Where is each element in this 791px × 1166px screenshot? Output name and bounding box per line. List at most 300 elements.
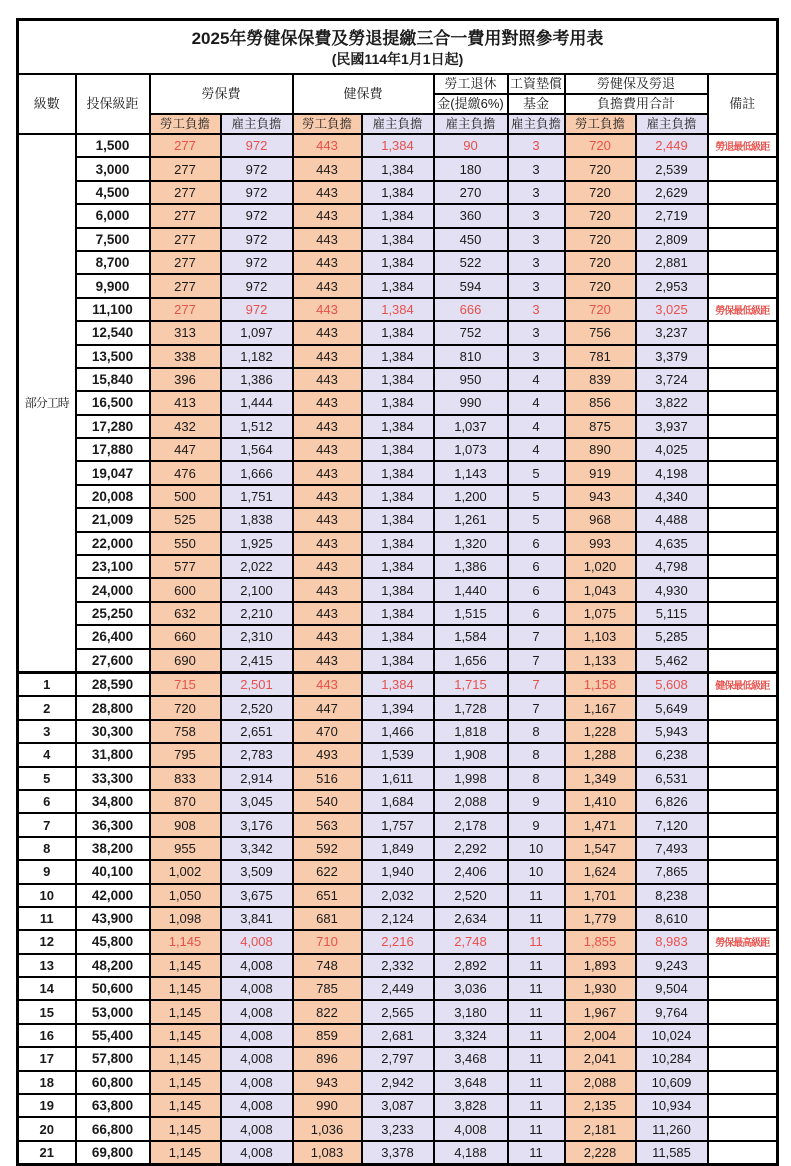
employee-share-cell: 720 — [565, 134, 636, 157]
employer-share-cell: 1,384 — [362, 181, 434, 204]
table-row — [18, 1000, 778, 1023]
employee-share-cell: 720 — [150, 696, 221, 719]
remark-cell — [708, 157, 778, 180]
table-row — [18, 578, 778, 601]
employee-share-cell: 859 — [293, 1024, 362, 1047]
remark-cell: 勞保最低級距 — [708, 298, 778, 321]
remark-cell — [708, 907, 778, 930]
employer-share-cell: 5,285 — [636, 625, 708, 648]
insured-bracket-cell: 11,100 — [76, 298, 150, 321]
employer-share-cell: 3,087 — [362, 1094, 434, 1117]
employer-share-cell: 11 — [508, 954, 565, 977]
table-row — [18, 274, 778, 297]
remark-cell — [708, 1094, 778, 1117]
remark-cell — [708, 508, 778, 531]
table-row — [18, 672, 778, 696]
col-header-pension-line2: 金(提繳6%) — [434, 94, 508, 114]
employee-share-cell: 443 — [293, 181, 362, 204]
employer-share-cell: 3,509 — [221, 860, 293, 883]
employer-share-cell: 3,828 — [434, 1094, 508, 1117]
employee-share-cell: 795 — [150, 743, 221, 766]
employee-share-cell: 443 — [293, 391, 362, 414]
employer-share-cell: 1,386 — [221, 368, 293, 391]
insured-bracket-cell: 69,800 — [76, 1141, 150, 1165]
employee-share-cell: 277 — [150, 274, 221, 297]
employer-share-cell: 4,025 — [636, 438, 708, 461]
insured-bracket-cell: 21,009 — [76, 508, 150, 531]
employee-share-cell: 443 — [293, 438, 362, 461]
employer-share-cell: 3 — [508, 204, 565, 227]
col-header-pension-line1: 勞工退休 — [434, 74, 508, 94]
remark-cell — [708, 251, 778, 274]
employee-share-cell: 443 — [293, 157, 362, 180]
col-header-wage-fund-line2: 基金 — [508, 94, 565, 114]
employer-share-cell: 11,260 — [636, 1117, 708, 1140]
remark-cell — [708, 321, 778, 344]
level-cell: 18 — [18, 1071, 76, 1094]
employer-share-cell: 5,115 — [636, 602, 708, 625]
employer-share-cell: 1,261 — [434, 508, 508, 531]
employer-share-cell: 4,008 — [221, 1000, 293, 1023]
insured-bracket-cell: 63,800 — [76, 1094, 150, 1117]
employer-share-cell: 3 — [508, 298, 565, 321]
insured-bracket-cell: 9,900 — [76, 274, 150, 297]
employee-share-cell: 443 — [293, 134, 362, 157]
level-cell: 7 — [18, 813, 76, 836]
remark-cell — [708, 391, 778, 414]
insured-bracket-cell: 36,300 — [76, 813, 150, 836]
insured-bracket-cell: 53,000 — [76, 1000, 150, 1023]
employer-share-cell: 3,324 — [434, 1024, 508, 1047]
employer-share-cell: 972 — [221, 251, 293, 274]
remark-cell — [708, 954, 778, 977]
insured-bracket-cell: 22,000 — [76, 532, 150, 555]
employer-share-cell: 1,757 — [362, 813, 434, 836]
employer-share-cell: 4,198 — [636, 461, 708, 484]
employer-share-cell: 2,634 — [434, 907, 508, 930]
employee-share-cell: 277 — [150, 251, 221, 274]
subheader-labor-employee: 勞工負擔 — [150, 114, 221, 134]
employer-share-cell: 3,468 — [434, 1047, 508, 1070]
employee-share-cell: 943 — [293, 1071, 362, 1094]
table-row — [18, 134, 778, 157]
level-cell: 9 — [18, 860, 76, 883]
insured-bracket-cell: 4,500 — [76, 181, 150, 204]
employee-share-cell: 1,145 — [150, 1094, 221, 1117]
table-row — [18, 1117, 778, 1140]
employer-share-cell: 3,724 — [636, 368, 708, 391]
employee-share-cell: 443 — [293, 578, 362, 601]
table-row — [18, 907, 778, 930]
remark-cell — [708, 461, 778, 484]
employee-share-cell: 313 — [150, 321, 221, 344]
employer-share-cell: 3,176 — [221, 813, 293, 836]
employer-share-cell: 1,384 — [362, 274, 434, 297]
employer-share-cell: 7 — [508, 672, 565, 696]
employee-share-cell: 720 — [565, 274, 636, 297]
employer-share-cell: 3 — [508, 157, 565, 180]
insured-bracket-cell: 3,000 — [76, 157, 150, 180]
table-row — [18, 368, 778, 391]
employee-share-cell: 2,004 — [565, 1024, 636, 1047]
employer-share-cell: 5 — [508, 485, 565, 508]
employer-share-cell: 8,983 — [636, 930, 708, 953]
employee-share-cell: 443 — [293, 228, 362, 251]
employee-share-cell: 443 — [293, 672, 362, 696]
table-title-block — [18, 20, 778, 75]
employer-share-cell: 7 — [508, 649, 565, 673]
employer-share-cell: 1,384 — [362, 485, 434, 508]
employee-share-cell: 470 — [293, 720, 362, 743]
employee-share-cell: 720 — [565, 181, 636, 204]
remark-cell — [708, 274, 778, 297]
employer-share-cell: 1,715 — [434, 672, 508, 696]
insured-bracket-cell: 25,250 — [76, 602, 150, 625]
employer-share-cell: 1,386 — [434, 555, 508, 578]
employer-share-cell: 4,008 — [221, 954, 293, 977]
employer-share-cell: 1,384 — [362, 415, 434, 438]
table-row — [18, 767, 778, 790]
employee-share-cell: 500 — [150, 485, 221, 508]
employer-share-cell: 2,629 — [636, 181, 708, 204]
insured-bracket-cell: 16,500 — [76, 391, 150, 414]
employer-share-cell: 1,384 — [362, 461, 434, 484]
table-row — [18, 977, 778, 1000]
employee-share-cell: 1,471 — [565, 813, 636, 836]
employer-share-cell: 1,200 — [434, 485, 508, 508]
employee-share-cell: 1,002 — [150, 860, 221, 883]
employee-share-cell: 396 — [150, 368, 221, 391]
employer-share-cell: 4,008 — [434, 1117, 508, 1140]
employer-share-cell: 11 — [508, 1024, 565, 1047]
remark-cell — [708, 977, 778, 1000]
employer-share-cell: 4,008 — [221, 930, 293, 953]
employee-share-cell: 1,043 — [565, 578, 636, 601]
table-row — [18, 508, 778, 531]
employer-share-cell: 2,681 — [362, 1024, 434, 1047]
subheader-total-employee: 勞工負擔 — [565, 114, 636, 134]
employer-share-cell: 594 — [434, 274, 508, 297]
remark-cell — [708, 790, 778, 813]
employer-share-cell: 1,384 — [362, 251, 434, 274]
employer-share-cell: 1,849 — [362, 837, 434, 860]
employer-share-cell: 5,462 — [636, 649, 708, 673]
employee-share-cell: 1,145 — [150, 1000, 221, 1023]
employer-share-cell: 11,585 — [636, 1141, 708, 1165]
employer-share-cell: 3 — [508, 181, 565, 204]
employer-share-cell: 1,384 — [362, 578, 434, 601]
employee-share-cell: 1,103 — [565, 625, 636, 648]
employer-share-cell: 2,539 — [636, 157, 708, 180]
remark-cell — [708, 720, 778, 743]
employer-share-cell: 1,838 — [221, 508, 293, 531]
level-cell: 16 — [18, 1024, 76, 1047]
employer-share-cell: 8,610 — [636, 907, 708, 930]
employer-share-cell: 6 — [508, 555, 565, 578]
table-row — [18, 1094, 778, 1117]
employer-share-cell: 1,728 — [434, 696, 508, 719]
employee-share-cell: 622 — [293, 860, 362, 883]
remark-cell — [708, 415, 778, 438]
employee-share-cell: 1,075 — [565, 602, 636, 625]
table-row — [18, 743, 778, 766]
employer-share-cell: 1,666 — [221, 461, 293, 484]
employer-share-cell: 9,504 — [636, 977, 708, 1000]
table-row — [18, 391, 778, 414]
remark-cell — [708, 555, 778, 578]
employee-share-cell: 413 — [150, 391, 221, 414]
employer-share-cell: 1,611 — [362, 767, 434, 790]
table-row — [18, 649, 778, 673]
employer-share-cell: 1,584 — [434, 625, 508, 648]
table-row — [18, 298, 778, 321]
employee-share-cell: 516 — [293, 767, 362, 790]
employer-share-cell: 11 — [508, 1071, 565, 1094]
employee-share-cell: 1,145 — [150, 930, 221, 953]
employee-share-cell: 1,050 — [150, 884, 221, 907]
col-header-total-line2: 負擔費用合計 — [565, 94, 708, 114]
employer-share-cell: 3,378 — [362, 1141, 434, 1165]
employee-share-cell: 277 — [150, 204, 221, 227]
employer-share-cell: 522 — [434, 251, 508, 274]
employee-share-cell: 2,088 — [565, 1071, 636, 1094]
employer-share-cell: 1,384 — [362, 532, 434, 555]
insured-bracket-cell: 12,540 — [76, 321, 150, 344]
employer-share-cell: 2,449 — [362, 977, 434, 1000]
employee-share-cell: 1,410 — [565, 790, 636, 813]
employer-share-cell: 1,384 — [362, 602, 434, 625]
employer-share-cell: 3 — [508, 134, 565, 157]
employee-share-cell: 443 — [293, 508, 362, 531]
insured-bracket-cell: 24,000 — [76, 578, 150, 601]
employer-share-cell: 6 — [508, 532, 565, 555]
employee-share-cell: 1,145 — [150, 1024, 221, 1047]
table-row — [18, 438, 778, 461]
employee-share-cell: 720 — [565, 157, 636, 180]
employer-share-cell: 6 — [508, 602, 565, 625]
employer-share-cell: 1,384 — [362, 368, 434, 391]
employee-share-cell: 1,145 — [150, 1141, 221, 1165]
employee-share-cell: 1,228 — [565, 720, 636, 743]
col-header-remark: 備註 — [708, 74, 778, 134]
employer-share-cell: 4,008 — [221, 1141, 293, 1165]
insured-bracket-cell: 17,280 — [76, 415, 150, 438]
employee-share-cell: 1,547 — [565, 837, 636, 860]
level-cell: 1 — [18, 672, 76, 696]
table-row — [18, 181, 778, 204]
employer-share-cell: 4,340 — [636, 485, 708, 508]
level-cell: 12 — [18, 930, 76, 953]
employer-share-cell: 810 — [434, 345, 508, 368]
insured-bracket-cell: 23,100 — [76, 555, 150, 578]
premium-table — [16, 18, 779, 1166]
insured-bracket-cell: 15,840 — [76, 368, 150, 391]
employer-share-cell: 6 — [508, 578, 565, 601]
insured-bracket-cell: 19,047 — [76, 461, 150, 484]
employer-share-cell: 11 — [508, 930, 565, 953]
level-cell: 11 — [18, 907, 76, 930]
remark-cell — [708, 813, 778, 836]
employee-share-cell: 476 — [150, 461, 221, 484]
employer-share-cell: 1,512 — [221, 415, 293, 438]
level-cell: 15 — [18, 1000, 76, 1023]
employer-share-cell: 2,651 — [221, 720, 293, 743]
employer-share-cell: 2,942 — [362, 1071, 434, 1094]
page-subtitle: (民國114年1月1日起) — [331, 51, 464, 68]
employer-share-cell: 4,488 — [636, 508, 708, 531]
employer-share-cell: 1,384 — [362, 625, 434, 648]
employee-share-cell: 1,893 — [565, 954, 636, 977]
employee-share-cell: 856 — [565, 391, 636, 414]
employer-share-cell: 3,379 — [636, 345, 708, 368]
insured-bracket-cell: 28,800 — [76, 696, 150, 719]
employee-share-cell: 443 — [293, 532, 362, 555]
employer-share-cell: 8 — [508, 767, 565, 790]
employer-share-cell: 1,684 — [362, 790, 434, 813]
employee-share-cell: 1,145 — [150, 954, 221, 977]
employee-share-cell: 600 — [150, 578, 221, 601]
employee-share-cell: 908 — [150, 813, 221, 836]
employer-share-cell: 972 — [221, 134, 293, 157]
employer-share-cell: 5 — [508, 461, 565, 484]
employer-share-cell: 10 — [508, 860, 565, 883]
level-cell: 20 — [18, 1117, 76, 1140]
employee-share-cell: 785 — [293, 977, 362, 1000]
remark-cell — [708, 578, 778, 601]
employee-share-cell: 443 — [293, 625, 362, 648]
employee-share-cell: 748 — [293, 954, 362, 977]
employee-share-cell: 720 — [565, 204, 636, 227]
employer-share-cell: 2,953 — [636, 274, 708, 297]
insured-bracket-cell: 13,500 — [76, 345, 150, 368]
employer-share-cell: 2,797 — [362, 1047, 434, 1070]
employer-share-cell: 7 — [508, 625, 565, 648]
col-header-total-line1: 勞健保及勞退 — [565, 74, 708, 94]
employee-share-cell: 592 — [293, 837, 362, 860]
employer-share-cell: 5,943 — [636, 720, 708, 743]
remark-cell: 勞退最低級距 — [708, 134, 778, 157]
employer-share-cell: 2,310 — [221, 625, 293, 648]
employer-share-cell: 2,719 — [636, 204, 708, 227]
employee-share-cell: 720 — [565, 228, 636, 251]
insured-bracket-cell: 17,880 — [76, 438, 150, 461]
insured-bracket-cell: 38,200 — [76, 837, 150, 860]
insured-bracket-cell: 43,900 — [76, 907, 150, 930]
employee-share-cell: 443 — [293, 368, 362, 391]
employee-share-cell: 781 — [565, 345, 636, 368]
table-row — [18, 251, 778, 274]
employer-share-cell: 90 — [434, 134, 508, 157]
employee-share-cell: 2,041 — [565, 1047, 636, 1070]
employer-share-cell: 2,216 — [362, 930, 434, 953]
employer-share-cell: 1,384 — [362, 555, 434, 578]
employer-share-cell: 3,045 — [221, 790, 293, 813]
subheader-total-employer: 雇主負擔 — [636, 114, 708, 134]
remark-cell — [708, 1047, 778, 1070]
employee-share-cell: 1,145 — [150, 1047, 221, 1070]
insured-bracket-cell: 30,300 — [76, 720, 150, 743]
employee-share-cell: 443 — [293, 345, 362, 368]
employee-share-cell: 690 — [150, 649, 221, 673]
remark-cell — [708, 860, 778, 883]
employee-share-cell: 563 — [293, 813, 362, 836]
remark-cell — [708, 649, 778, 673]
level-cell: 21 — [18, 1141, 76, 1165]
employer-share-cell: 4,008 — [221, 1094, 293, 1117]
employee-share-cell: 447 — [293, 696, 362, 719]
insured-bracket-cell: 50,600 — [76, 977, 150, 1000]
employer-share-cell: 1,384 — [362, 391, 434, 414]
employer-share-cell: 2,178 — [434, 813, 508, 836]
employee-share-cell: 277 — [150, 181, 221, 204]
employer-share-cell: 1,384 — [362, 204, 434, 227]
table-row — [18, 321, 778, 344]
employee-share-cell: 968 — [565, 508, 636, 531]
employer-share-cell: 1,384 — [362, 672, 434, 696]
remark-cell — [708, 837, 778, 860]
employee-share-cell: 875 — [565, 415, 636, 438]
employer-share-cell: 3,648 — [434, 1071, 508, 1094]
employee-share-cell: 277 — [150, 228, 221, 251]
table-row — [18, 1071, 778, 1094]
employer-share-cell: 1,751 — [221, 485, 293, 508]
level-cell: 14 — [18, 977, 76, 1000]
employer-share-cell: 3 — [508, 321, 565, 344]
employee-share-cell: 540 — [293, 790, 362, 813]
level-cell: 10 — [18, 884, 76, 907]
employer-share-cell: 2,914 — [221, 767, 293, 790]
insured-bracket-cell: 7,500 — [76, 228, 150, 251]
remark-cell — [708, 1000, 778, 1023]
insured-bracket-cell: 60,800 — [76, 1071, 150, 1094]
employee-share-cell: 277 — [150, 134, 221, 157]
employer-share-cell: 4,930 — [636, 578, 708, 601]
remark-cell — [708, 1024, 778, 1047]
employee-share-cell: 1,020 — [565, 555, 636, 578]
employer-share-cell: 4 — [508, 391, 565, 414]
employee-share-cell: 1,967 — [565, 1000, 636, 1023]
table-row — [18, 813, 778, 836]
insured-bracket-cell: 31,800 — [76, 743, 150, 766]
employer-share-cell: 1,384 — [362, 134, 434, 157]
employer-share-cell: 5,608 — [636, 672, 708, 696]
employer-share-cell: 5 — [508, 508, 565, 531]
employer-share-cell: 1,384 — [362, 228, 434, 251]
employee-share-cell: 1,930 — [565, 977, 636, 1000]
employer-share-cell: 3,841 — [221, 907, 293, 930]
employee-share-cell: 990 — [293, 1094, 362, 1117]
employer-share-cell: 2,565 — [362, 1000, 434, 1023]
subheader-labor-employer: 雇主負擔 — [221, 114, 293, 134]
employer-share-cell: 11 — [508, 907, 565, 930]
remark-cell — [708, 767, 778, 790]
employer-share-cell: 10,024 — [636, 1024, 708, 1047]
employee-share-cell: 1,349 — [565, 767, 636, 790]
insured-bracket-cell: 40,100 — [76, 860, 150, 883]
insured-bracket-cell: 27,600 — [76, 649, 150, 673]
subheader-health-employer: 雇主負擔 — [362, 114, 434, 134]
employer-share-cell: 7,493 — [636, 837, 708, 860]
employer-share-cell: 2,100 — [221, 578, 293, 601]
employee-share-cell: 1,133 — [565, 649, 636, 673]
employee-share-cell: 432 — [150, 415, 221, 438]
table-row — [18, 485, 778, 508]
employer-share-cell: 11 — [508, 1117, 565, 1140]
insured-bracket-cell: 1,500 — [76, 134, 150, 157]
remark-cell: 勞保最高級距 — [708, 930, 778, 953]
employer-share-cell: 11 — [508, 1047, 565, 1070]
table-row — [18, 1024, 778, 1047]
